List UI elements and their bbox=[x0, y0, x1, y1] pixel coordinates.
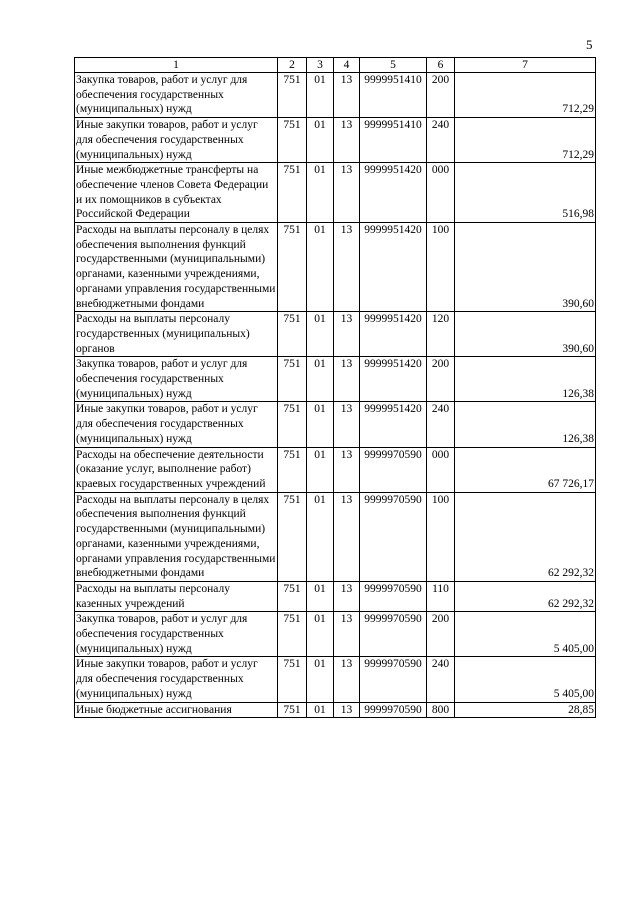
row-name: Иные закупки товаров, работ и услуг для обеспечения государственных (муниципальных) нужд bbox=[75, 118, 278, 163]
row-name: Иные межбюджетные трансферты на обеспечение членов Совета Федерации и их помощников в субъектах Российской Федерации bbox=[75, 163, 278, 223]
row-name: Расходы на выплаты персоналу в целях обеспечения выполнения функций государственными (муниципальными) органами, казенными учреждениями, органами управления государственными внебюджетными фондами bbox=[75, 492, 278, 581]
row-rz: 01 bbox=[307, 447, 334, 492]
row-name: Иные бюджетные ассигнования bbox=[75, 702, 278, 718]
row-name: Расходы на выплаты персоналу государственных (муниципальных) органов bbox=[75, 312, 278, 357]
row-sum: 126,38 bbox=[455, 357, 596, 402]
header-cell: 5 bbox=[360, 58, 427, 73]
row-vr: 120 bbox=[427, 312, 455, 357]
page-number: 5 bbox=[586, 37, 593, 52]
row-name: Расходы на обеспечение деятельности (оказание услуг, выполнение работ) краевых государственных учреждений bbox=[75, 447, 278, 492]
row-rz: 01 bbox=[307, 118, 334, 163]
header-cell: 1 bbox=[75, 58, 278, 73]
row-csr: 9999970590 bbox=[360, 612, 427, 657]
row-ved: 751 bbox=[278, 357, 307, 402]
row-pr: 13 bbox=[334, 312, 360, 357]
table-row bbox=[75, 163, 596, 223]
table-row bbox=[75, 402, 596, 447]
row-csr: 9999951420 bbox=[360, 402, 427, 447]
row-csr: 9999970590 bbox=[360, 447, 427, 492]
table-row bbox=[75, 447, 596, 492]
row-vr: 000 bbox=[427, 163, 455, 223]
row-vr: 200 bbox=[427, 357, 455, 402]
table-row bbox=[75, 357, 596, 402]
row-sum: 390,60 bbox=[455, 223, 596, 312]
table-row bbox=[75, 118, 596, 163]
row-rz: 01 bbox=[307, 581, 334, 611]
row-name: Расходы на выплаты персоналу казенных учреждений bbox=[75, 581, 278, 611]
row-ved: 751 bbox=[278, 73, 307, 118]
row-csr: 9999970590 bbox=[360, 581, 427, 611]
row-vr: 000 bbox=[427, 447, 455, 492]
table-row bbox=[75, 312, 596, 357]
row-ved: 751 bbox=[278, 163, 307, 223]
table-row bbox=[75, 492, 596, 581]
budget-table bbox=[74, 57, 596, 718]
row-vr: 200 bbox=[427, 73, 455, 118]
row-sum: 712,29 bbox=[455, 118, 596, 163]
row-sum: 516,98 bbox=[455, 163, 596, 223]
row-pr: 13 bbox=[334, 402, 360, 447]
row-ved: 751 bbox=[278, 223, 307, 312]
row-name: Закупка товаров, работ и услуг для обеспечения государственных (муниципальных) нужд bbox=[75, 612, 278, 657]
row-sum: 28,85 bbox=[455, 702, 596, 718]
row-ved: 751 bbox=[278, 402, 307, 447]
row-vr: 200 bbox=[427, 612, 455, 657]
row-csr: 9999970590 bbox=[360, 492, 427, 581]
row-sum: 62 292,32 bbox=[455, 581, 596, 611]
table-row bbox=[75, 223, 596, 312]
row-sum: 712,29 bbox=[455, 73, 596, 118]
row-ved: 751 bbox=[278, 702, 307, 718]
header-cell: 3 bbox=[307, 58, 334, 73]
row-pr: 13 bbox=[334, 118, 360, 163]
header-cell: 7 bbox=[455, 58, 596, 73]
row-vr: 100 bbox=[427, 223, 455, 312]
row-rz: 01 bbox=[307, 492, 334, 581]
row-name: Закупка товаров, работ и услуг для обеспечения государственных (муниципальных) нужд bbox=[75, 73, 278, 118]
row-csr: 9999951420 bbox=[360, 223, 427, 312]
row-ved: 751 bbox=[278, 657, 307, 702]
row-vr: 100 bbox=[427, 492, 455, 581]
row-csr: 9999970590 bbox=[360, 657, 427, 702]
row-name: Расходы на выплаты персоналу в целях обеспечения выполнения функций государственными (муниципальными) органами, казенными учреждениями, органами управления государственными внебюджетными фондами bbox=[75, 223, 278, 312]
row-csr: 9999951410 bbox=[360, 73, 427, 118]
table-row bbox=[75, 657, 596, 702]
header-cell: 2 bbox=[278, 58, 307, 73]
row-pr: 13 bbox=[334, 657, 360, 702]
row-pr: 13 bbox=[334, 223, 360, 312]
row-vr: 240 bbox=[427, 118, 455, 163]
row-sum: 62 292,32 bbox=[455, 492, 596, 581]
row-pr: 13 bbox=[334, 581, 360, 611]
row-vr: 240 bbox=[427, 657, 455, 702]
row-rz: 01 bbox=[307, 163, 334, 223]
row-ved: 751 bbox=[278, 612, 307, 657]
row-pr: 13 bbox=[334, 357, 360, 402]
row-rz: 01 bbox=[307, 312, 334, 357]
row-ved: 751 bbox=[278, 447, 307, 492]
row-sum: 126,38 bbox=[455, 402, 596, 447]
row-vr: 110 bbox=[427, 581, 455, 611]
table-row bbox=[75, 612, 596, 657]
row-csr: 9999951420 bbox=[360, 312, 427, 357]
row-vr: 800 bbox=[427, 702, 455, 718]
row-rz: 01 bbox=[307, 73, 334, 118]
table-row bbox=[75, 702, 596, 718]
row-rz: 01 bbox=[307, 657, 334, 702]
row-rz: 01 bbox=[307, 612, 334, 657]
row-csr: 9999951420 bbox=[360, 163, 427, 223]
row-name: Закупка товаров, работ и услуг для обеспечения государственных (муниципальных) нужд bbox=[75, 357, 278, 402]
row-csr: 9999951410 bbox=[360, 118, 427, 163]
header-cell: 6 bbox=[427, 58, 455, 73]
row-rz: 01 bbox=[307, 402, 334, 447]
row-sum: 390,60 bbox=[455, 312, 596, 357]
row-csr: 9999951420 bbox=[360, 357, 427, 402]
row-pr: 13 bbox=[334, 612, 360, 657]
row-vr: 240 bbox=[427, 402, 455, 447]
row-name: Иные закупки товаров, работ и услуг для обеспечения государственных (муниципальных) нужд bbox=[75, 402, 278, 447]
row-ved: 751 bbox=[278, 312, 307, 357]
row-pr: 13 bbox=[334, 73, 360, 118]
row-name: Иные закупки товаров, работ и услуг для обеспечения государственных (муниципальных) нужд bbox=[75, 657, 278, 702]
row-csr: 9999970590 bbox=[360, 702, 427, 718]
row-rz: 01 bbox=[307, 702, 334, 718]
table-row bbox=[75, 581, 596, 611]
row-pr: 13 bbox=[334, 163, 360, 223]
row-sum: 5 405,00 bbox=[455, 612, 596, 657]
row-rz: 01 bbox=[307, 357, 334, 402]
row-ved: 751 bbox=[278, 492, 307, 581]
header-cell: 4 bbox=[334, 58, 360, 73]
row-pr: 13 bbox=[334, 702, 360, 718]
row-rz: 01 bbox=[307, 223, 334, 312]
header-row bbox=[75, 58, 596, 73]
row-sum: 5 405,00 bbox=[455, 657, 596, 702]
row-ved: 751 bbox=[278, 118, 307, 163]
row-pr: 13 bbox=[334, 492, 360, 581]
row-sum: 67 726,17 bbox=[455, 447, 596, 492]
row-ved: 751 bbox=[278, 581, 307, 611]
table-row bbox=[75, 73, 596, 118]
row-pr: 13 bbox=[334, 447, 360, 492]
